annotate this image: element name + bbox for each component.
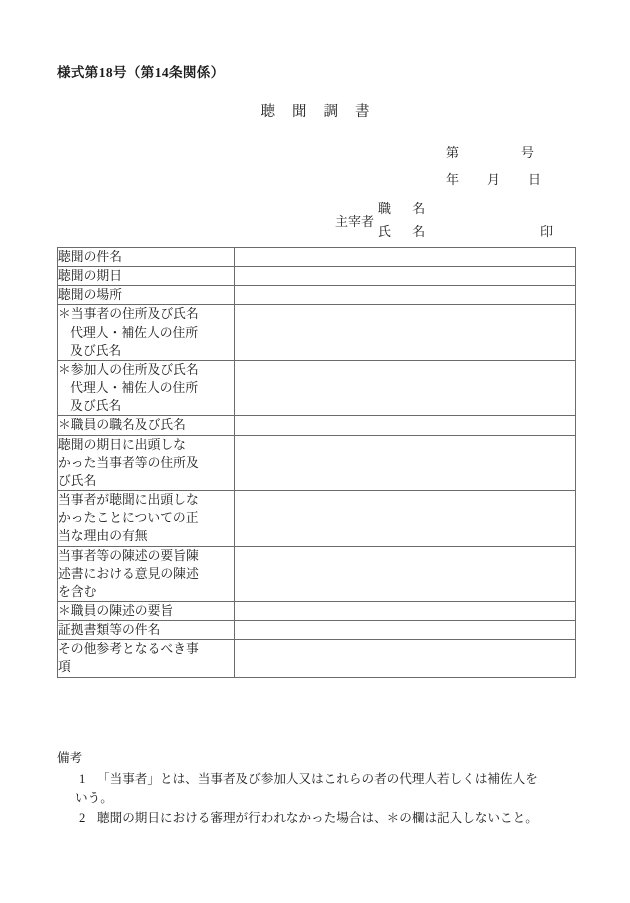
table-row [58,435,576,490]
row-label-officer-post-name: ＊職員の職名及び氏名 [58,416,235,435]
chairperson-name-row [378,221,578,244]
chairperson-block [330,198,578,244]
row-label-hearing-date: 聴聞の期日 [58,267,235,286]
remark-number: 1 [79,771,86,786]
row-label-party-statement-summary: 当事者等の陳述の要旨陳 述書における意見の陳述 を含む [58,546,235,601]
seal-label: 印 [540,224,554,239]
name-label: 氏 名 [378,224,435,239]
row-value-absence-justification[interactable] [235,491,576,546]
chairperson-post-row [378,198,578,221]
document-date-line [330,169,578,196]
remark-item [57,770,587,808]
number-label: 第 [446,145,460,160]
table-row [58,267,576,286]
form-number: 様式第18号（第14条関係） [57,65,225,80]
date-group [446,169,541,188]
hearing-record-table [57,247,576,678]
table-row [58,360,576,415]
header-meta-block [330,142,578,239]
year-label: 年 [446,172,460,187]
table-row [58,491,576,546]
row-label-other-reference-matters: その他参考となるべき事 項 [58,640,235,677]
remark-number: 2 [79,810,86,825]
table-row [58,416,576,435]
day-label: 日 [528,172,542,187]
table-row [58,546,576,601]
row-label-absent-party-address-name: 聴聞の期日に出頭しな かった当事者等の住所及 び氏名 [58,435,235,490]
table-row [58,286,576,305]
table-body [58,248,576,678]
remark-item [57,809,587,828]
document-title: 聴聞調書 [260,104,387,120]
remarks-title: 備考 [57,751,83,765]
table-row [58,601,576,620]
row-value-officer-post-name[interactable] [235,416,576,435]
row-value-evidence-documents[interactable] [235,621,576,640]
row-label-party-address-name: ＊当事者の住所及び氏名 代理人・補佐人の住所 及び氏名 [58,305,235,360]
month-label: 月 [487,172,501,187]
row-value-officer-statement-summary[interactable] [235,601,576,620]
row-value-participant-address-name[interactable] [235,360,576,415]
table-row [58,305,576,360]
row-label-officer-statement-summary: ＊職員の陳述の要旨 [58,601,235,620]
row-label-absence-justification: 当事者が聴聞に出頭しな かったことについての正 当な理由の有無 [58,491,235,546]
row-value-party-address-name[interactable] [235,305,576,360]
number-unit: 号 [521,145,535,160]
row-value-party-statement-summary[interactable] [235,546,576,601]
remark-text-line2: いう。 [75,790,113,805]
document-number-line [330,142,578,169]
row-value-absent-party-address-name[interactable] [235,435,576,490]
chairperson-fields [378,198,578,244]
row-label-hearing-case-name: 聴聞の件名 [58,248,235,267]
table-row [58,621,576,640]
remarks-section [57,749,587,829]
remark-text-line1: 聴聞の期日における審理が行われなかった場合は、＊の欄は記入しないこと。 [97,810,538,825]
row-label-evidence-documents: 証拠書類等の件名 [58,621,235,640]
row-label-participant-address-name: ＊参加人の住所及び氏名 代理人・補佐人の住所 及び氏名 [58,360,235,415]
chairperson-label: 主宰者 [335,214,375,229]
remark-text-line1: 「当事者」とは、当事者及び参加人又はこれらの者の代理人若しくは補佐人を [97,771,538,786]
post-label: 職 名 [378,201,435,216]
document-number-group [446,142,534,161]
table-row [58,640,576,677]
row-label-hearing-place: 聴聞の場所 [58,286,235,305]
table-row [58,248,576,267]
row-value-hearing-place[interactable] [235,286,576,305]
row-value-hearing-case-name[interactable] [235,248,576,267]
row-value-hearing-date[interactable] [235,267,576,286]
row-value-other-reference-matters[interactable] [235,640,576,677]
